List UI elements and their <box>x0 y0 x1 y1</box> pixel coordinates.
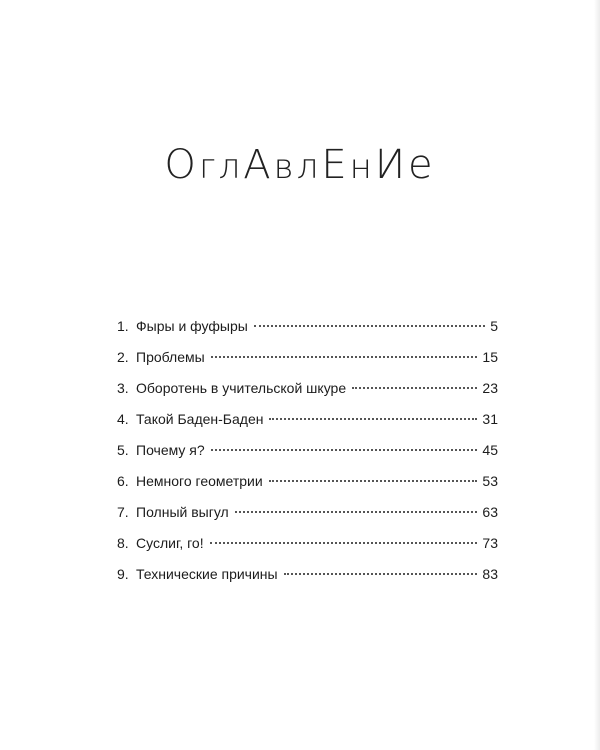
heading-letter: н <box>349 146 375 187</box>
table-of-contents <box>117 318 498 597</box>
toc-entry-page: 15 <box>482 349 498 365</box>
toc-entry-page: 23 <box>482 380 498 396</box>
toc-entry[interactable] <box>117 566 498 597</box>
toc-entry-page: 31 <box>482 411 498 427</box>
toc-entry-number: 8. <box>117 535 129 551</box>
page-edge-shadow <box>594 0 600 750</box>
toc-dot-leader <box>254 325 485 327</box>
toc-entry-title: Технические причины <box>136 566 278 582</box>
toc-entry-page: 73 <box>482 535 498 551</box>
toc-entry-title: Суслиг, го! <box>136 535 204 551</box>
heading-letter: л <box>218 146 244 187</box>
toc-entry-page: 63 <box>482 504 498 520</box>
toc-entry-page: 53 <box>482 473 498 489</box>
toc-dot-leader <box>284 573 478 575</box>
toc-dot-leader <box>211 356 478 358</box>
heading-letter: И <box>374 141 409 188</box>
toc-entry[interactable] <box>117 504 498 535</box>
heading-letter: Е <box>321 141 350 188</box>
toc-entry[interactable] <box>117 535 498 566</box>
heading-letter: л <box>296 146 322 187</box>
toc-entry-title: Полный выгул <box>136 504 229 520</box>
toc-dot-leader <box>211 449 478 451</box>
toc-entry-number: 1. <box>117 318 129 334</box>
toc-entry-title: Фыры и фуфыры <box>136 318 248 334</box>
toc-entry-number: 2. <box>117 349 129 365</box>
toc-entry-title: Оборотень в учительской шкуре <box>136 380 347 396</box>
toc-entry[interactable] <box>117 318 498 349</box>
toc-entry[interactable] <box>117 442 498 473</box>
toc-entry-number: 4. <box>117 411 129 427</box>
heading-letter: О <box>164 141 199 188</box>
heading-letter: е <box>408 141 436 188</box>
toc-entry[interactable] <box>117 473 498 504</box>
heading-letter: А <box>243 141 274 188</box>
contents-heading <box>0 142 600 188</box>
toc-entry-number: 3. <box>117 380 129 396</box>
toc-dot-leader <box>269 480 478 482</box>
toc-entry-number: 6. <box>117 473 129 489</box>
toc-entry-page: 45 <box>482 442 498 458</box>
toc-entry-page: 5 <box>490 318 498 334</box>
toc-entry-number: 9. <box>117 566 129 582</box>
toc-dot-leader <box>210 542 478 544</box>
toc-dot-leader <box>352 387 477 389</box>
toc-entry-title: Немного геометрии <box>136 473 263 489</box>
toc-entry-title: Такой Баден-Баден <box>136 411 264 427</box>
toc-entry[interactable] <box>117 349 498 380</box>
heading-letter: в <box>273 146 297 187</box>
toc-dot-leader <box>269 418 477 420</box>
toc-dot-leader <box>235 511 478 513</box>
toc-entry-title: Почему я? <box>136 442 205 458</box>
toc-entry-number: 7. <box>117 504 129 520</box>
toc-entry-title: Проблемы <box>136 349 205 365</box>
toc-entry-number: 5. <box>117 442 129 458</box>
toc-entry-page: 83 <box>482 566 498 582</box>
toc-entry[interactable] <box>117 380 498 411</box>
heading-letter: г <box>198 146 219 187</box>
toc-entry[interactable] <box>117 411 498 442</box>
